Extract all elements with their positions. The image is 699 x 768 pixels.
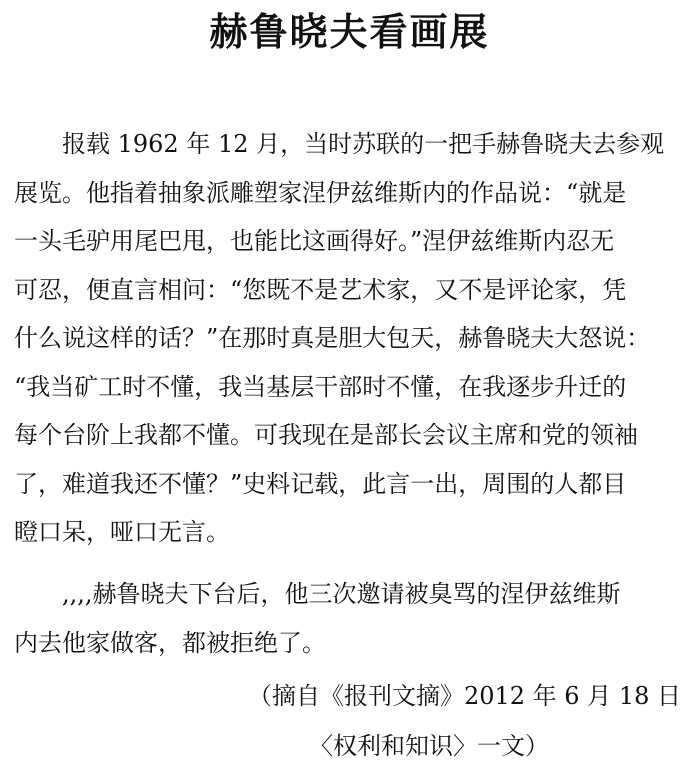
document-title: 赫鲁晓夫看画展 [209, 9, 490, 54]
paragraph-2-line-2: 内去他家做客，都被拒绝了。 [14, 628, 326, 657]
source-citation-line-2: 〈权利和知识〉一文） [309, 732, 549, 760]
paragraph-1-line-4: 可忍，便直言相问：“您既不是艺术家，又不是评论家，凭 [14, 275, 627, 304]
paragraph-1-line-2: 展览。他指着抽象派雕塑家涅伊兹维斯内的作品说：“就是 [14, 178, 627, 207]
paragraph-2-line-1: ,,,,赫鲁晓夫下台后，他三次邀请被臭骂的涅伊兹维斯 [62, 580, 621, 608]
paragraph-1-line-5: 什么说这样的话？”在那时真是胆大包天，赫鲁晓夫大怒说： [14, 324, 651, 352]
source-citation-line-1: （摘自《报刊文摘》2012 年 6 月 18 日 [247, 682, 681, 710]
paragraph-2 [14, 570, 686, 667]
paragraph-1-line-8: 了，难道我还不懂？”史料记载，此言一出，周围的人都目 [14, 469, 627, 498]
paragraph-1-line-7: 每个台阶上我都不懂。可我现在是部长会议主席和党的领袖 [14, 421, 638, 449]
paragraph-1-line-9: 瞪口呆，哑口无言。 [14, 518, 230, 546]
paragraph-1 [14, 120, 686, 557]
paragraph-1-line-6: “我当矿工时不懂，我当基层干部时不懂，在我逐步升迁的 [14, 372, 627, 401]
paragraph-1-line-3: 一头毛驴用尾巴甩，也能比这画得好。”涅伊兹维斯内忍无 [14, 227, 615, 255]
paragraph-1-line-1: 报载 1962 年 12 月，当时苏联的一把手赫鲁晓夫去参观 [62, 130, 665, 158]
